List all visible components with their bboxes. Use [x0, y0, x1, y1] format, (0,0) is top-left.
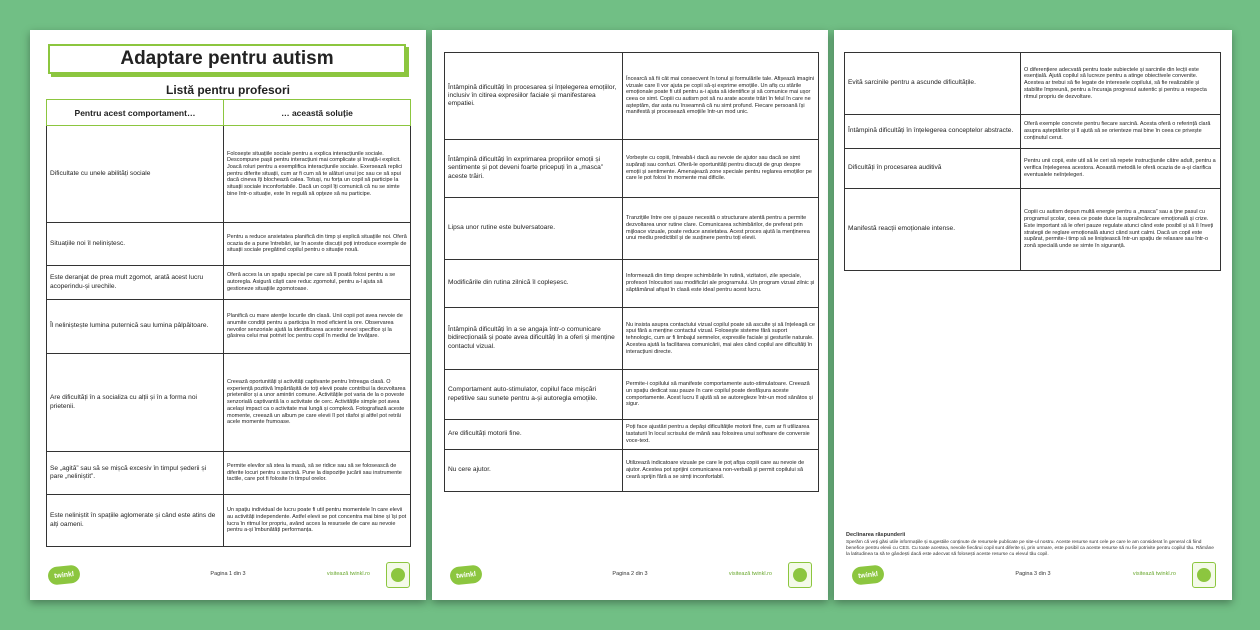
table-row	[445, 450, 819, 492]
worksheet-page-1	[30, 30, 426, 600]
solution-cell: Poți face ajustări pentru a depăși dificultățile motorii fine, cum ar fi utilizarea tastaturii în locul scrisului de mână sau folosirea unui software de conversie voce-text.	[623, 420, 819, 450]
solution-cell: Utilizează indicatoare vizuale pe care le poț afișa copiii care au nevoie de ajutor. Acestea pot sprijini comunicarea non-verbală și permit copilului să ceară sprijin fără a se simți inconfortabil.	[623, 450, 819, 492]
table-row	[47, 354, 411, 452]
solution-cell: Vorbește cu copiii, întreabă-i dacă au nevoie de ajutor sau dacă se simt supărați sau confuzi. Oferă-le oportunități pentru discuții de grup despre emoții și sentimente. Amenajează zone speciale pentru reglarea emoțiilor pe care le pot folosi în momente mai dificile.	[623, 140, 819, 198]
solution-cell: Planifică cu mare atenție locurile din clasă. Unii copii pot avea nevoie de anumite condiții pentru a participa în mod eficient la ore. Observarea nevoilor senzoriale ajută la identificarea acestor nevoi specifice și la găsirea celui mai potrivit loc pentru copil în mediul de învățare.	[224, 300, 411, 354]
solution-cell: Pentru a reduce anxietatea planifică din timp și explică situațiile noi. Oferă ocazia de a pune întrebări, iar în aceste discuții poți introduce exemple de situații sociale pregătind copilul pentru o situație nouă.	[224, 223, 411, 266]
solution-cell: Oferă acces la un spațiu special pe care să îl poată folosi pentru a se autoregla. Asigură căști care reduc zgomotul, pentru a-l ajuta să gestioneze situațiile zgomotoase.	[224, 266, 411, 300]
solution-cell: O diferențiere adecvată pentru toate subiectele și sarcinile din lecții este esențială. Ajută copilul să lucreze pentru a atinge obiectivele convenite. Acestea ar trebui să fie legate de interesele copilului, să fie realizabile și stabilite împreună, pentru a încuraja progresul autentic și pentru a respecta ritmul propriu de dezvoltare.	[1021, 53, 1221, 115]
quality-badge-icon	[1192, 562, 1216, 588]
table-row	[845, 115, 1221, 149]
behavior-cell: Nu cere ajutor.	[445, 450, 623, 492]
worksheet-page-2	[432, 30, 828, 600]
table-row	[47, 452, 411, 495]
solution-cell: Permite-i copilului să manifeste comportamente auto-stimulatoare. Creează un spațiu dedicat sau pauze în care copilul poate desfășura aceste comportamente. Acest lucru îl ajută să se autoregleze într-un mod sănătos și sigur.	[623, 370, 819, 420]
table-row	[445, 198, 819, 260]
website-link[interactable]: visitează twinkl.ro	[1132, 571, 1176, 577]
table-row	[445, 308, 819, 370]
disclaimer	[846, 532, 1218, 558]
quality-badge-icon	[788, 562, 812, 588]
strategy-table-page-1	[46, 99, 411, 547]
solution-cell: Copiii cu autism depun multă energie pentru a „masca” sau a ține pasul cu programul școlar, ceea ce poate duce la supraîncărcare emoțională și crize. Este important să le oferi pauze regulate atunci când este posibil și să îi înveți strategii de reglare emoțională atunci când sunt calmi. Dacă un copil este supărat, permite-i timp să se liniștească într-un spațiu de relaxare sau într-o zonă specială unde se simte în siguranță.	[1021, 189, 1221, 271]
behavior-cell: Are dificultăți motorii fine.	[445, 420, 623, 450]
solution-cell: Informează din timp despre schimbările în rutină, vizitatori, zile speciale, profesori înlocuitori sau modificări ale programului. Un program vizual zilnic și săptămânal afișat în clasă este ideal pentru acest lucru.	[623, 260, 819, 308]
column-header-behavior: Pentru acest comportament…	[47, 100, 224, 126]
behavior-cell: Întâmpină dificultăți în exprimarea propriilor emoții și sentimente și pot deveni foarte pricepuți în a „masca” aceste trăiri.	[445, 140, 623, 198]
behavior-cell: Este deranjat de prea mult zgomot, arată acest lucru acoperindu-și urechile.	[47, 266, 224, 300]
twinkl-logo: twinkl	[851, 564, 885, 585]
page-footer	[444, 560, 816, 590]
table-row	[445, 370, 819, 420]
behavior-cell: Lipsa unor rutine este bulversatoare.	[445, 198, 623, 260]
table-row	[445, 140, 819, 198]
behavior-cell: Manifestă reacții emoționale intense.	[845, 189, 1021, 271]
solution-cell: Încearcă să fii cât mai consecvent în tonul și formulările tale. Afișează imagini vizuale care îi vor ajuta pe copii să-și exprime emoțiile. Un afiș cu stările emoționale poate fi util pentru a-i ajuta să identifice și să comunice mai ușor ceea ce simt. Copiii cu autism pot să nu arate aceste trăiri în felul în care ne așteptăm, dar asta nu înseamnă că nu simt profund. Fiecare persoană își manifestă și procesează emoțiile într-un mod unic.	[623, 53, 819, 140]
solution-cell: Pentru unii copii, este util să le ceri să repete instrucțiunile către adult, pentru a verifica înțelegerea acestora. Această metodă le oferă ocazia de a-și clarifica eventualele neînțelegeri.	[1021, 149, 1221, 189]
page-footer	[42, 560, 414, 590]
quality-badge-icon	[386, 562, 410, 588]
table-row	[845, 149, 1221, 189]
page-number: Pagina 2 din 3	[612, 571, 648, 577]
table-row	[845, 189, 1221, 271]
disclaimer-text: Sperăm că veți găsi utile informațiile și sugestiile conținute de resursele publicate pe site-ul nostru. Aceste resurse sunt cele pe care le am considerat în general că fiind benefice pentru elevii cu CES. Cu toate acestea, nevoile fiecărui copil sunt diferite și, prin urmare, este posibil ca aceste resurse să nu fie potrivite pentru copilul tău. Rămâne la latitudinea ta să te gândești dacă este adecvat să folosești aceste resurse cu elevul tău copil.	[846, 540, 1214, 558]
behavior-cell: Situațiile noi îl neliniștesc.	[47, 223, 224, 266]
website-link[interactable]: visitează twinkl.ro	[728, 571, 772, 577]
solution-cell: Nu insista asupra contactului vizual copilul poate să asculte și să înțeleagă ce spui fără a menține contactul vizual. Folosește sisteme fără suport tehnologic, cum ar fi limbajul semnelor, expresiile faciale și gesturile naturale. Acestea ajută la facilitarea comunicării, mai ales când copilul are dificultăți în interacțiuni directe.	[623, 308, 819, 370]
solution-cell: Permite elevilor să stea la masă, să se ridice sau să se folosească de diferite locuri pentru o sarcină. Pune la dispoziție jucării sau instrumente tactile, care pot fi folosite în timpul orelor.	[224, 452, 411, 495]
page-number: Pagina 1 din 3	[210, 571, 246, 577]
twinkl-logo: twinkl	[47, 564, 81, 585]
behavior-cell: Întâmpină dificultăți în înțelegerea conceptelor abstracte.	[845, 115, 1021, 149]
behavior-cell: Este neliniștit în spațiile aglomerate și când este atins de alți oameni.	[47, 495, 224, 547]
behavior-cell: Evită sarcinile pentru a ascunde dificultățile.	[845, 53, 1021, 115]
table-row	[47, 223, 411, 266]
table-row	[47, 300, 411, 354]
page-number: Pagina 3 din 3	[1015, 571, 1051, 577]
table-row	[445, 420, 819, 450]
behavior-cell: Întâmpină dificultăți în procesarea și înțelegerea emoțiilor, inclusiv în citirea expresiilor faciale și manifestarea empatiei.	[445, 53, 623, 140]
table-row	[445, 53, 819, 140]
table-row	[445, 260, 819, 308]
behavior-cell: Se „agită” sau să se mișcă excesiv în timpul șederii și pare „neliniștit”.	[47, 452, 224, 495]
solution-cell: Folosește situațiile sociale pentru a explica interacțiunile sociale. Descompune pașii pentru interacțiuni mai complicate și învață-i explicit. Joacă roluri pentru a exemplifica interacțiunile sociale. Exersează replici pentru diferite situații, cum ar fi cum să te alături unui joc sau ce să spui dacă cineva îți blochează calea. Totuși, nu forța un copil să participe la situații sociale inconfortabile. Dacă un copil îți comunică că nu se simte bine într-o situație, este în regulă să opțeze să nu participe.	[224, 126, 411, 223]
behavior-cell: Are dificultăți în a socializa cu alții și în a forma noi prietenii.	[47, 354, 224, 452]
behavior-cell: Îl neliniștește lumina puternică sau lumina pâlpâitoare.	[47, 300, 224, 354]
behavior-cell: Dificultate cu unele abilități sociale	[47, 126, 224, 223]
solution-cell: Un spațiu individual de lucru poate fi util pentru momentele în care elevii au activități independente. Astfel elevii se pot concentra mai bine și își pot lucra în ritmul lor propriu, având acces la resursele de care au nevoie pentru a-și îmbunătăți performanța.	[224, 495, 411, 547]
table-row	[47, 126, 411, 223]
column-header-solution: … această soluție	[224, 100, 411, 126]
table-row	[47, 266, 411, 300]
strategy-table-page-3	[844, 52, 1221, 271]
worksheet-page-3	[834, 30, 1232, 600]
twinkl-logo: twinkl	[449, 564, 483, 585]
table-row	[845, 53, 1221, 115]
document-subtitle: Listă pentru profesori	[165, 83, 290, 97]
document-title: Adaptare pentru autism	[48, 44, 406, 74]
solution-cell: Creează oportunități și activități captivante pentru întreaga clasă. O experiență pozitivă împărtășită de toți elevii poate contribui la dezvoltarea prieteniilor și a unor amintiri comune. Activitățile pot varia de la o poveste senzorială captivantă la o activitate de cerc. Activitățile simple pot avea același impact ca o activitate mai lungă și complexă. Fotografiază aceste momente, creează un album pe care elevii îl pot răsfoi și altfel pot retrăi acele momente frumoase.	[224, 354, 411, 452]
solution-cell: Tranzițiile între ore și pauze necesită o structurare atentă pentru a permite dezvoltarea unor rutine clare. Comunicarea schimbărilor, de preferat prin mijloace vizuale, poate reduce anxietatea. Acest proces ajută la menținerea unui mediu predictibil și de susținere pentru toți elevii.	[623, 198, 819, 260]
behavior-cell: Modificările din rutina zilnică îl copleșesc.	[445, 260, 623, 308]
solution-cell: Oferă exemple concrete pentru fiecare sarcină. Acesta oferă o referință clară asupra așteptărilor și îl ajută să se orienteze mai bine în ceea ce privește conținutul cerut.	[1021, 115, 1221, 149]
page-footer	[846, 560, 1220, 590]
website-link[interactable]: visitează twinkl.ro	[326, 571, 370, 577]
disclaimer-title: Declinarea răspunderii	[846, 532, 906, 539]
behavior-cell: Întâmpină dificultăți în a se angaja într-o comunicare bidirecțională și poate avea dificultăți în a oferi și menține contactul vizual.	[445, 308, 623, 370]
behavior-cell: Dificultăți în procesarea auditivă	[845, 149, 1021, 189]
behavior-cell: Comportament auto-stimulator, copilul face mișcări repetitive sau sunete pentru a-și autoregla emoțiile.	[445, 370, 623, 420]
table-row	[47, 495, 411, 547]
strategy-table-page-2	[444, 52, 819, 492]
